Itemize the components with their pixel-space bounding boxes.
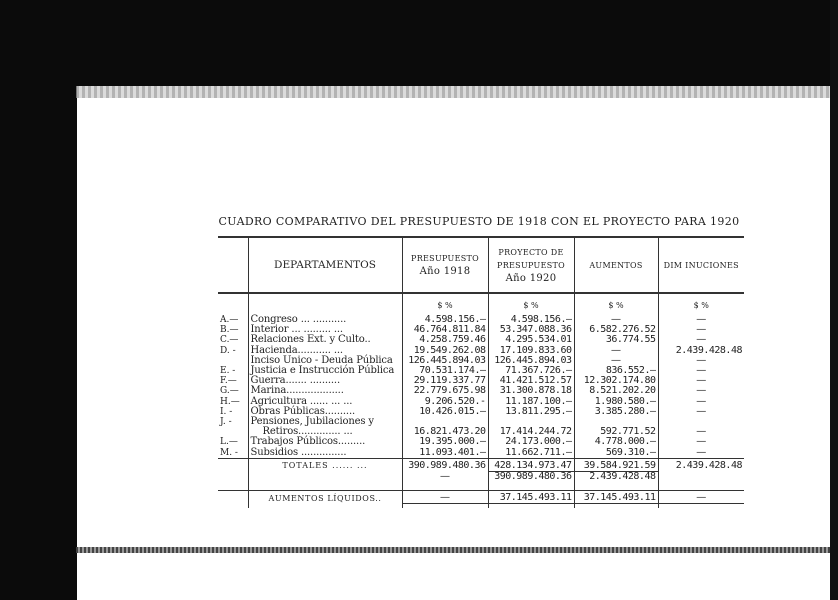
row-letter: F.— [218, 376, 248, 386]
totals-1918: 390.989.480.36 [402, 458, 488, 471]
row-value-disminucion: — [696, 405, 707, 417]
scan-dark-border-right [830, 0, 838, 600]
row-value-aumento: 569.310.— [574, 448, 658, 459]
aumentos-liquidos-label: AUMENTOS LÍQUIDOS.. [248, 491, 402, 504]
header-1920-line1: PROYECTO DE [498, 247, 564, 257]
row-value-1918: 9.206.520.- [402, 397, 488, 407]
scan-dark-border-top [0, 0, 838, 86]
header-aumentos: AUMENTOS [574, 237, 658, 293]
row-department: Marina................... [248, 386, 402, 396]
row-value-aumento: — [574, 315, 658, 325]
row-value-disminucion: — [696, 334, 707, 346]
row-value-disminucion: 2.439.428.48 [675, 344, 742, 356]
row-value-1920: 4.598.156.— [488, 315, 574, 325]
row-value-1918: 4.258.759.46 [402, 335, 488, 345]
row-value-disminucion: — [696, 375, 707, 387]
row-value-1918: 46.764.811.84 [402, 325, 488, 335]
header-1918-line2: Año 1918 [419, 266, 471, 277]
row-value-1918: 10.426.015.— [402, 407, 488, 417]
page-bottom-band [76, 547, 830, 553]
row-value-1920: 53.347.088.36 [488, 325, 574, 335]
header-row [218, 237, 744, 293]
row-department: Relaciones Ext. y Culto.. [248, 335, 402, 345]
unit-label: $ % [402, 293, 488, 315]
row-value-1918: 29.119.337.77 [402, 376, 488, 386]
row-letter: M. - [218, 448, 248, 459]
row-value-aumento: 6.582.276.52 [574, 325, 658, 335]
totals-1920: 428.134.973.47 [488, 458, 574, 471]
totals-disminuciones: 2.439.428.48 [658, 458, 744, 471]
row-value-aumento: 592.771.52 [574, 427, 658, 437]
row-value-1918: 19.549.262.08 [402, 346, 488, 356]
row-value-1920: 11.662.711.— [488, 448, 574, 459]
row-letter: G.— [218, 386, 248, 396]
totals-label: TOTALES ...... ... [248, 458, 402, 471]
row-letter: H.— [218, 397, 248, 407]
row-value-disminucion: — [696, 324, 707, 336]
header-departamentos: DEPARTAMENTOS [248, 237, 402, 293]
bottom-rule-row [218, 504, 744, 508]
header-proyecto-1920 [488, 237, 574, 293]
row-department: Agricultura ...... ... ... [248, 397, 402, 407]
row-letter: J. - [218, 417, 248, 427]
row-department: Guerra....... .......... [248, 376, 402, 386]
row-value-aumento: 12.302.174.80 [574, 376, 658, 386]
row-letter: A.— [218, 315, 248, 325]
row-letter: B.— [218, 325, 248, 335]
row-department: Obras Públicas.......... [248, 407, 402, 417]
row-value-disminucion: — [696, 385, 707, 397]
row-value-disminucion: — [696, 446, 707, 458]
row-department: Hacienda........... ... [248, 346, 402, 356]
row-value-1920: 24.173.000.— [488, 437, 574, 447]
liquidos-aumentos: 37.145.493.11 [574, 491, 658, 504]
row-value-1920: 31.300.878.18 [488, 386, 574, 396]
row-department: Trabajos Públicos......... [248, 437, 402, 447]
row-value-aumento: 3.385.280.— [574, 407, 658, 417]
liquidos-1918: — [402, 491, 488, 504]
unit-label: $ % [488, 293, 574, 315]
liquidos-1920: 37.145.493.11 [488, 491, 574, 504]
row-value-1918: 4.598.156.— [402, 315, 488, 325]
row-value-1920: 4.295.534.01 [488, 335, 574, 345]
totals-row-2 [218, 472, 744, 483]
row-letter: I. - [218, 407, 248, 417]
rows-group-main [218, 315, 744, 417]
row-value-aumento: — [574, 346, 658, 356]
row-value-disminucion: — [696, 365, 707, 377]
row-value-1918: 70.531.174.— [402, 366, 488, 376]
row-department: Inciso Unico - Deuda Pública [248, 356, 402, 366]
table-row [218, 448, 744, 459]
header-letter-cell [218, 237, 248, 293]
liquidos-disminuciones: — [658, 491, 744, 504]
totals-row [218, 458, 744, 471]
totals2-1920: 390.989.480.36 [488, 472, 574, 483]
row-value-1920: 126.445.894.03 [488, 356, 574, 366]
row-value-aumento: 4.778.000.— [574, 437, 658, 447]
row-value-disminucion: — [696, 436, 707, 448]
aumentos-liquidos-row [218, 491, 744, 504]
header-disminuciones: DIM INUCIONES [658, 237, 744, 293]
table-title: CUADRO COMPARATIVO DEL PRESUPUESTO DE 1918 CON EL PROYECTO PARA 1920 [218, 215, 740, 228]
row-value-aumento: 1.980.580.— [574, 397, 658, 407]
spacer-row [218, 482, 744, 491]
row-letter: C.— [218, 335, 248, 345]
row-department: Justicia e Instrucción Pública [248, 366, 402, 376]
row-letter: D. - [218, 346, 248, 356]
header-1920-line3: Año 1920 [505, 272, 557, 284]
row-value-1920: 41.421.512.57 [488, 376, 574, 386]
row-value-1918: 16.821.473.20 [402, 427, 488, 437]
totals2-aumentos: 2.439.428.48 [574, 472, 658, 483]
row-value-1918: 19.395.000.— [402, 437, 488, 447]
row-department: Congreso ... ........... [248, 315, 402, 325]
row-value-aumento: — [574, 356, 658, 366]
row-value-1918: 22.779.675.98 [402, 386, 488, 396]
row-value-disminucion: — [696, 426, 707, 438]
row-letter [218, 356, 248, 366]
header-1918-line1: PRESUPUESTO [411, 254, 479, 263]
unit-row [218, 293, 744, 315]
row-value-disminucion: — [696, 354, 707, 366]
unit-label: $ % [574, 293, 658, 315]
row-value-disminucion: — [696, 314, 707, 325]
row-value-1920: 17.109.833.60 [488, 346, 574, 356]
row-department: Subsidios ............... [248, 448, 402, 459]
row-letter: L.— [218, 437, 248, 447]
row-department-continued: Retiros.............. ... [248, 427, 402, 437]
rows-group-after [218, 437, 744, 458]
row-value-1920: 11.187.100.— [488, 397, 574, 407]
row-value-1918: 11.093.401.— [402, 448, 488, 459]
page-edge [76, 86, 830, 98]
totals-aumentos: 39.584.921.59 [574, 458, 658, 471]
header-1920-line2: PRESUPUESTO [497, 260, 565, 270]
row-value-aumento: 36.774.55 [574, 335, 658, 345]
budget-table [218, 236, 744, 508]
row-letter: E. - [218, 366, 248, 376]
totals2-1918: — [402, 472, 488, 483]
row-value-1920: 71.367.726.— [488, 366, 574, 376]
unit-label: $ % [693, 300, 709, 310]
row-value-aumento: 8.521.202.20 [574, 386, 658, 396]
row-value-1918: 126.445.894.03 [402, 356, 488, 366]
row-department: Interior ... ......... ... [248, 325, 402, 335]
row-value-aumento: 836.552.— [574, 366, 658, 376]
scan-dark-border-left [0, 0, 77, 600]
row-value-disminucion: — [696, 395, 707, 407]
row-value-1920: 13.811.295.— [488, 407, 574, 417]
header-presupuesto-1918 [402, 237, 488, 293]
row-value-1920: 17.414.244.72 [488, 427, 574, 437]
row-department: Pensiones, Jubilaciones y [248, 417, 402, 427]
